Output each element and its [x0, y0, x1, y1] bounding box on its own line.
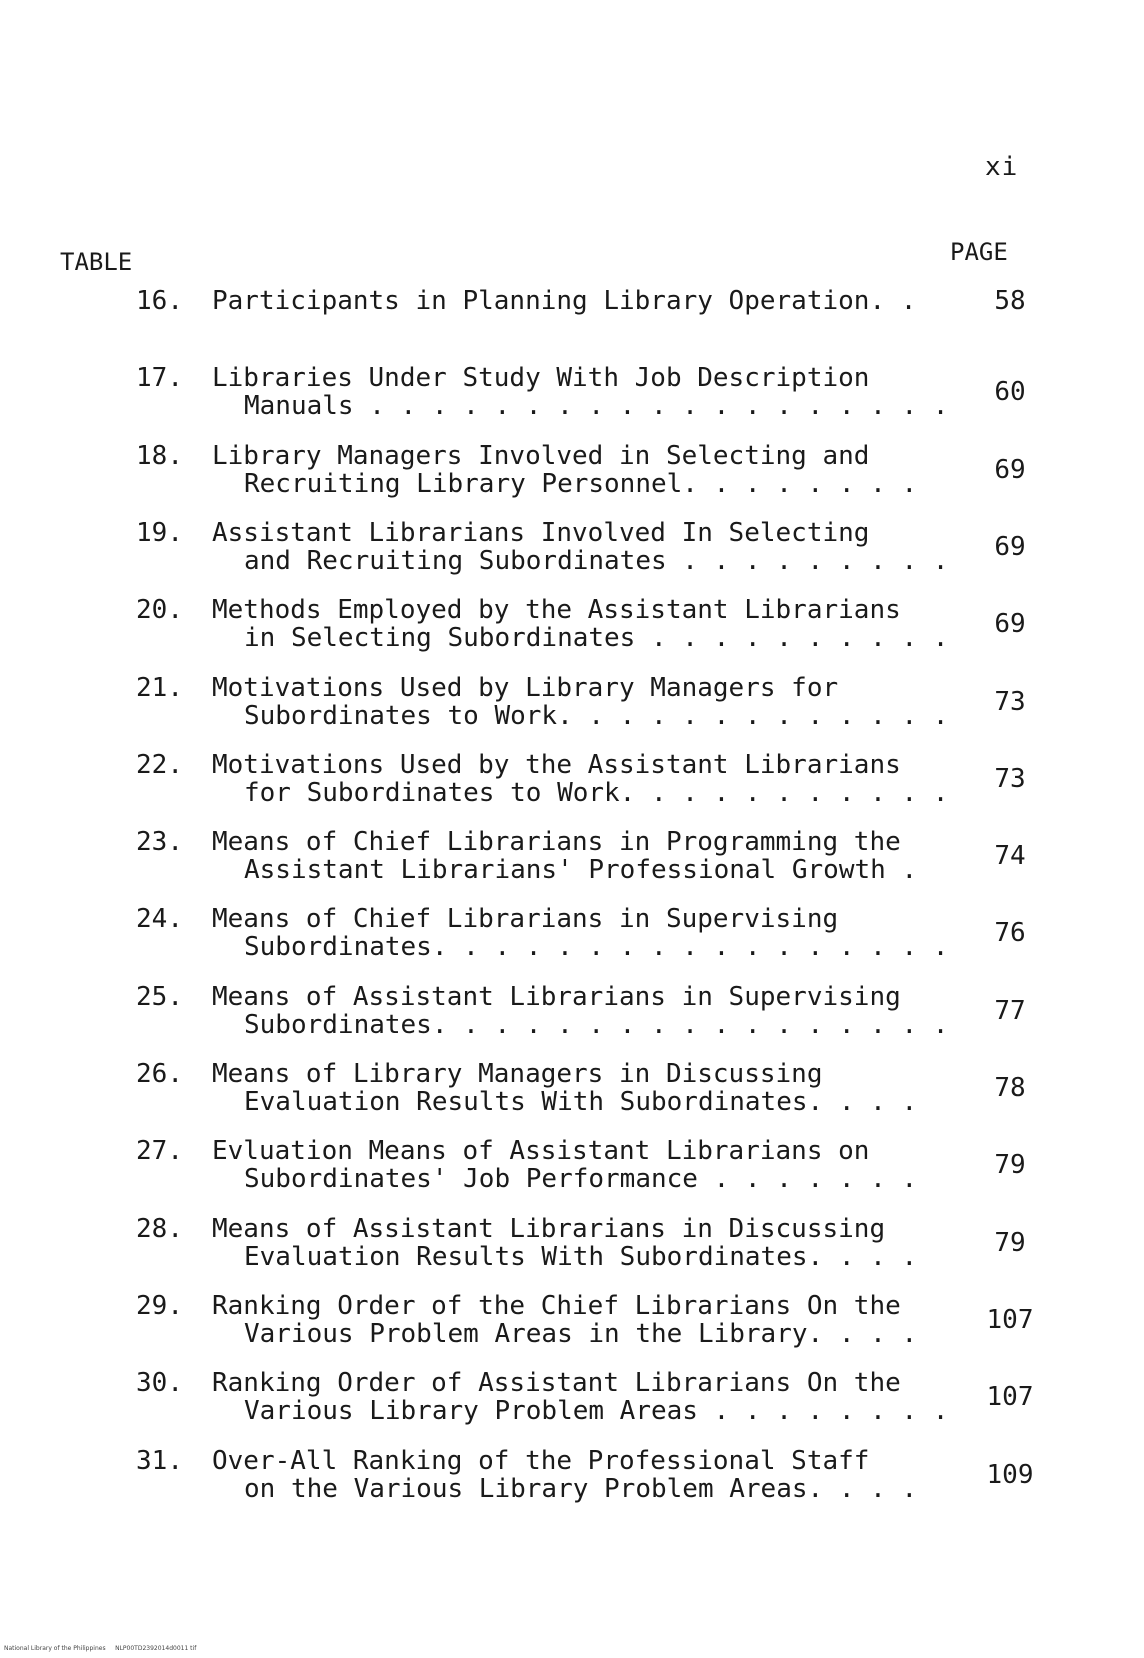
table-entry: [0, 1368, 1144, 1438]
table-entry: [0, 982, 1144, 1052]
table-entry-title-continued: Recruiting Library Personnel. . . . . . . .: [244, 469, 918, 499]
table-entry-number: 30.: [136, 1368, 183, 1398]
table-entry: [0, 827, 1144, 897]
table-entry-title: Participants in Planning Library Operation. .: [212, 286, 917, 316]
page-column-header: PAGE: [950, 238, 1008, 266]
table-entry-title: Ranking Order of Assistant Librarians On the: [212, 1368, 901, 1398]
table-entry-title-continued: in Selecting Subordinates . . . . . . . . . .: [244, 623, 949, 653]
table-entry-number: 19.: [136, 518, 183, 548]
table-entry: [0, 286, 1144, 356]
table-entry-title: Evluation Means of Assistant Librarians on: [212, 1136, 870, 1166]
table-entry: [0, 1136, 1144, 1206]
table-entry-number: 16.: [136, 286, 183, 316]
table-entry-title-continued: Subordinates. . . . . . . . . . . . . . . . .: [244, 932, 949, 962]
table-column-header: TABLE: [60, 248, 133, 276]
table-entry: [0, 673, 1144, 743]
table-entry-title: Library Managers Involved in Selecting and: [212, 441, 870, 471]
table-entry-title-continued: Various Problem Areas in the Library. . . .: [244, 1319, 918, 1349]
table-entry-title-continued: Various Library Problem Areas . . . . . . . .: [244, 1396, 949, 1426]
table-entry-number: 24.: [136, 904, 183, 934]
table-entry-page: 69: [994, 455, 1026, 485]
scan-footer: National Library of the Philippines NLP00TD2392014d0011 tif: [4, 1645, 197, 1652]
table-entry-page: 107: [986, 1305, 1034, 1335]
table-entry-number: 20.: [136, 595, 183, 625]
table-entry-page: 79: [994, 1150, 1026, 1180]
table-entry-title-continued: Subordinates. . . . . . . . . . . . . . . . .: [244, 1010, 949, 1040]
table-entry-number: 23.: [136, 827, 183, 857]
table-entry-title: Assistant Librarians Involved In Selecting: [212, 518, 870, 548]
table-entry-title: Means of Library Managers in Discussing: [212, 1059, 823, 1089]
table-entry-title: Over-All Ranking of the Professional Staff: [212, 1446, 870, 1476]
table-entry-number: 28.: [136, 1214, 183, 1244]
table-entry-title: Means of Chief Librarians in Programming the: [212, 827, 901, 857]
table-entry-title-continued: Evaluation Results With Subordinates. . . .: [244, 1242, 918, 1272]
page-number: xi: [985, 152, 1019, 182]
table-entry-title: Means of Assistant Librarians in Supervising: [212, 982, 901, 1012]
table-entry-number: 26.: [136, 1059, 183, 1089]
table-entry-page: 107: [986, 1382, 1034, 1412]
table-entry-number: 29.: [136, 1291, 183, 1321]
table-entry: [0, 1446, 1144, 1516]
table-entry-number: 31.: [136, 1446, 183, 1476]
table-entry-page: 109: [986, 1460, 1034, 1490]
table-entry-page: 76: [994, 918, 1026, 948]
table-entry-title-continued: Subordinates' Job Performance . . . . . . .: [244, 1164, 918, 1194]
table-entry: [0, 595, 1144, 665]
table-entry: [0, 518, 1144, 588]
table-entry-number: 25.: [136, 982, 183, 1012]
table-entry-page: 79: [994, 1228, 1026, 1258]
table-entry-title: Motivations Used by Library Managers for: [212, 673, 839, 703]
table-entry-number: 21.: [136, 673, 183, 703]
table-entry-title-continued: Evaluation Results With Subordinates. . . .: [244, 1087, 918, 1117]
table-entry-title-continued: Subordinates to Work. . . . . . . . . . . . .: [244, 701, 949, 731]
table-entry-title: Libraries Under Study With Job Description: [212, 363, 870, 393]
table-entry-page: 73: [994, 687, 1026, 717]
table-entry: [0, 441, 1144, 511]
table-entry: [0, 1291, 1144, 1361]
table-entry-page: 78: [994, 1073, 1026, 1103]
table-entry-title: Means of Assistant Librarians in Discussing: [212, 1214, 886, 1244]
table-entry-number: 18.: [136, 441, 183, 471]
table-entry-title-continued: Assistant Librarians' Professional Growth .: [244, 855, 918, 885]
table-entry-title: Methods Employed by the Assistant Librarians: [212, 595, 901, 625]
table-entry: [0, 363, 1144, 433]
table-entry-title-continued: and Recruiting Subordinates . . . . . . . . .: [244, 546, 949, 576]
table-entry-title: Motivations Used by the Assistant Librarians: [212, 750, 901, 780]
table-entry-title-continued: on the Various Library Problem Areas. . . .: [244, 1474, 918, 1504]
table-entry-page: 69: [994, 609, 1026, 639]
table-entry: [0, 1059, 1144, 1129]
table-entry-number: 22.: [136, 750, 183, 780]
table-entry-title: Ranking Order of the Chief Librarians On the: [212, 1291, 901, 1321]
table-entry-title-continued: for Subordinates to Work. . . . . . . . . . .: [244, 778, 949, 808]
table-entry: [0, 904, 1144, 974]
table-entry-page: 73: [994, 764, 1026, 794]
table-entry-page: 74: [994, 841, 1026, 871]
table-entry-number: 17.: [136, 363, 183, 393]
table-entry-page: 77: [994, 996, 1026, 1026]
table-entry-title-continued: Manuals . . . . . . . . . . . . . . . . . . .: [244, 391, 949, 421]
table-entry: [0, 750, 1144, 820]
table-entry-number: 27.: [136, 1136, 183, 1166]
table-entry: [0, 1214, 1144, 1284]
table-entry-page: 69: [994, 532, 1026, 562]
table-entry-page: 58: [994, 286, 1026, 316]
table-entry-page: 60: [994, 377, 1026, 407]
table-entry-title: Means of Chief Librarians in Supervising: [212, 904, 839, 934]
